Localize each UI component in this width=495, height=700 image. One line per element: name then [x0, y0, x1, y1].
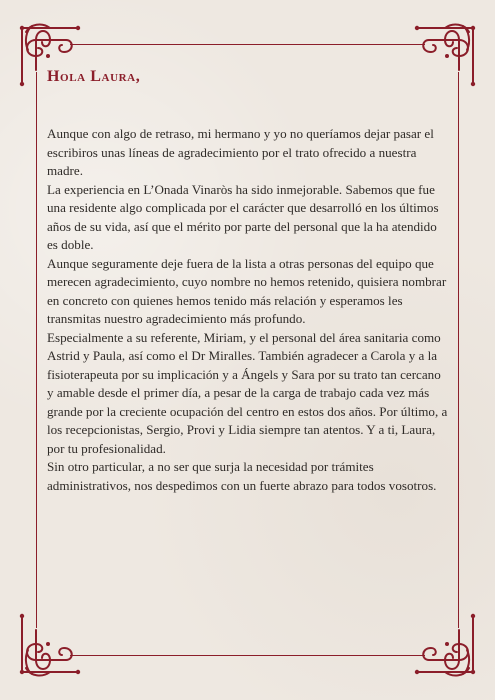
paragraph-3: Aunque seguramente deje fuera de la lista a otras personas del equipo que merecen agradecimiento, cuyo nombre no hemos retenido, quisiera nombrar en concreto con quienes hemos tenido más relación y esperamos les transmitas nuestro agradecimiento más profundo.: [47, 255, 447, 326]
frame-left-border: [36, 72, 37, 628]
ornamental-corner-bottom-right-icon: [403, 608, 481, 686]
paragraph-5: Sin otro particular, a no ser que surja la necesidad por trámites administrativos, nos despedimos con un fuerte abrazo para todos vosotros.: [47, 459, 437, 493]
paragraph-1: Aunque con algo de retraso, mi hermano y yo no queríamos dejar pasar el escribiros unas líneas de agradecimiento por el trato ofrecido a nuestra madre.: [47, 126, 434, 178]
frame-right-border: [458, 72, 459, 628]
letter-content: [47, 68, 449, 495]
frame-top-border: [70, 44, 425, 45]
frame-bottom-border: [70, 655, 425, 656]
ornamental-corner-bottom-left-icon: [14, 608, 92, 686]
paragraph-2: La experiencia en L’Onada Vinaròs ha sido inmejorable. Sabemos que fue una residente algo complicada por el carácter que desarrolló en los últimos años de su vida, así que el mérito por parte del personal que la ha atendido es doble.: [47, 181, 439, 252]
paragraph-4: Especialmente a su referente, Miriam, y el personal del área sanitaria como Astrid y Paula, así como el Dr Miralles. También agradecer a Carola y a la fisioterapeuta por su implicación y a Ángels y Sara por su trato tan cercano y amable desde el primer día, a pesar de la carga de trabajo cada vez más grande por la creciente ocupación del centro en estos dos años. Por último, a los recepcionistas, Sergio, Provi y Lidia siempre tan atentos. Y a ti, Laura, por tu profesionalidad.: [47, 329, 448, 456]
greeting-heading: Hola Laura,: [47, 68, 141, 85]
